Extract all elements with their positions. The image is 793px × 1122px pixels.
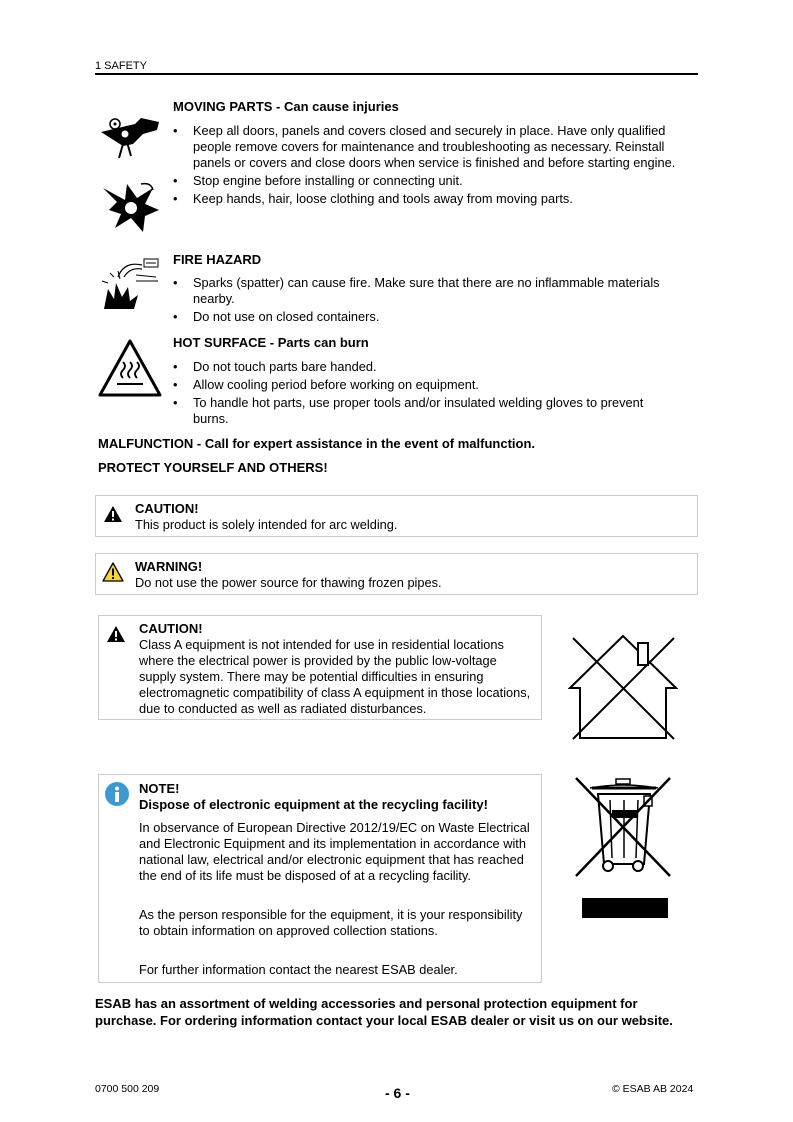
- copyright: © ESAB AB 2024: [612, 1083, 694, 1095]
- list-item: • Keep hands, hair, loose clothing and tools away from moving parts.: [173, 191, 693, 207]
- warning-triangle-icon: [102, 562, 124, 582]
- note-paragraph: As the person responsible for the equipment, it is your responsibility to obtain information on approved collection stations.: [139, 907, 523, 938]
- malfunction-notice: MALFUNCTION - Call for expert assistance in the event of malfunction.: [98, 436, 536, 451]
- caution-body: This product is solely intended for arc welding.: [135, 517, 398, 532]
- warning-box: [95, 553, 698, 595]
- note-subtitle: Dispose of electronic equipment at the recycling facility!: [139, 797, 488, 812]
- closing-statement: ESAB has an assortment of welding accessories and personal protection equipment for purchase. For ordering information contact your local ESAB dealer or visit us on our website.: [95, 996, 673, 1028]
- hot-surface-title: HOT SURFACE - Parts can burn: [173, 335, 369, 350]
- moving-parts-title: MOVING PARTS - Can cause injuries: [173, 99, 399, 114]
- list-item: • Keep all doors, panels and covers closed and securely in place. Have only qualified people remove covers for maintenance and troubleshooting as necessary. Reinstall panels or covers and close doors when service is finished and before starting engine.: [173, 123, 693, 171]
- header-rule: [95, 73, 698, 75]
- fire-hazard-icon: [100, 255, 164, 311]
- caution-title: CAUTION!: [135, 501, 199, 516]
- list-item: • To handle hot parts, use proper tools and/or insulated welding gloves to prevent burns.: [173, 395, 673, 427]
- page-number: - 6 -: [385, 1085, 410, 1101]
- fire-hazard-list: [173, 275, 693, 327]
- note-box: [98, 774, 542, 983]
- list-item: • Allow cooling period before working on equipment.: [173, 377, 673, 393]
- note-paragraph: In observance of European Directive 2012/19/EC on Waste Electrical and Electronic Equipment and its implementation in accordance with national law, electrical and/or electronic equipment that has reached the end of its life must be disposed of at a recycling facility.: [139, 820, 530, 883]
- caution-body: Class A equipment is not intended for use in residential locations where the electrical power is provided by the public low-voltage supply system. There may be potential difficulties in ensuring electromagnetic compatibility of class A equipment in those locations, due to conducted as well as radiated disturbances.: [139, 637, 531, 716]
- hot-surface-list: [173, 359, 673, 429]
- caution-box: [95, 495, 698, 537]
- caution-class-a-box: [98, 615, 542, 720]
- warning-title: WARNING!: [135, 559, 203, 574]
- note-title: NOTE!: [139, 781, 180, 796]
- list-item: • Do not use on closed containers.: [173, 309, 693, 325]
- caution-triangle-icon: [106, 625, 126, 643]
- moving-parts-list: [173, 123, 693, 209]
- caution-title: CAUTION!: [139, 621, 203, 636]
- list-item: • Do not touch parts bare handed.: [173, 359, 673, 375]
- list-item: • Sparks (spatter) can cause fire. Make sure that there are no inflammable materials nearby.: [173, 275, 693, 307]
- doc-number: 0700 500 209: [95, 1083, 160, 1095]
- hot-surface-icon: [97, 338, 163, 398]
- weee-crossed-bin-icon: [572, 776, 674, 920]
- note-paragraph: For further information contact the nearest ESAB dealer.: [139, 962, 458, 977]
- section-header: 1 SAFETY: [95, 60, 147, 72]
- info-icon: [104, 781, 130, 807]
- moving-parts-gears-icon: [97, 180, 165, 238]
- list-item: • Stop engine before installing or connecting unit.: [173, 173, 693, 189]
- fire-hazard-title: FIRE HAZARD: [173, 252, 262, 267]
- no-residential-house-icon: [568, 633, 678, 741]
- caution-triangle-icon: [103, 505, 123, 523]
- protect-notice: PROTECT YOURSELF AND OTHERS!: [98, 460, 328, 475]
- moving-parts-hand-icon: [97, 110, 165, 165]
- warning-body: Do not use the power source for thawing frozen pipes.: [135, 575, 442, 590]
